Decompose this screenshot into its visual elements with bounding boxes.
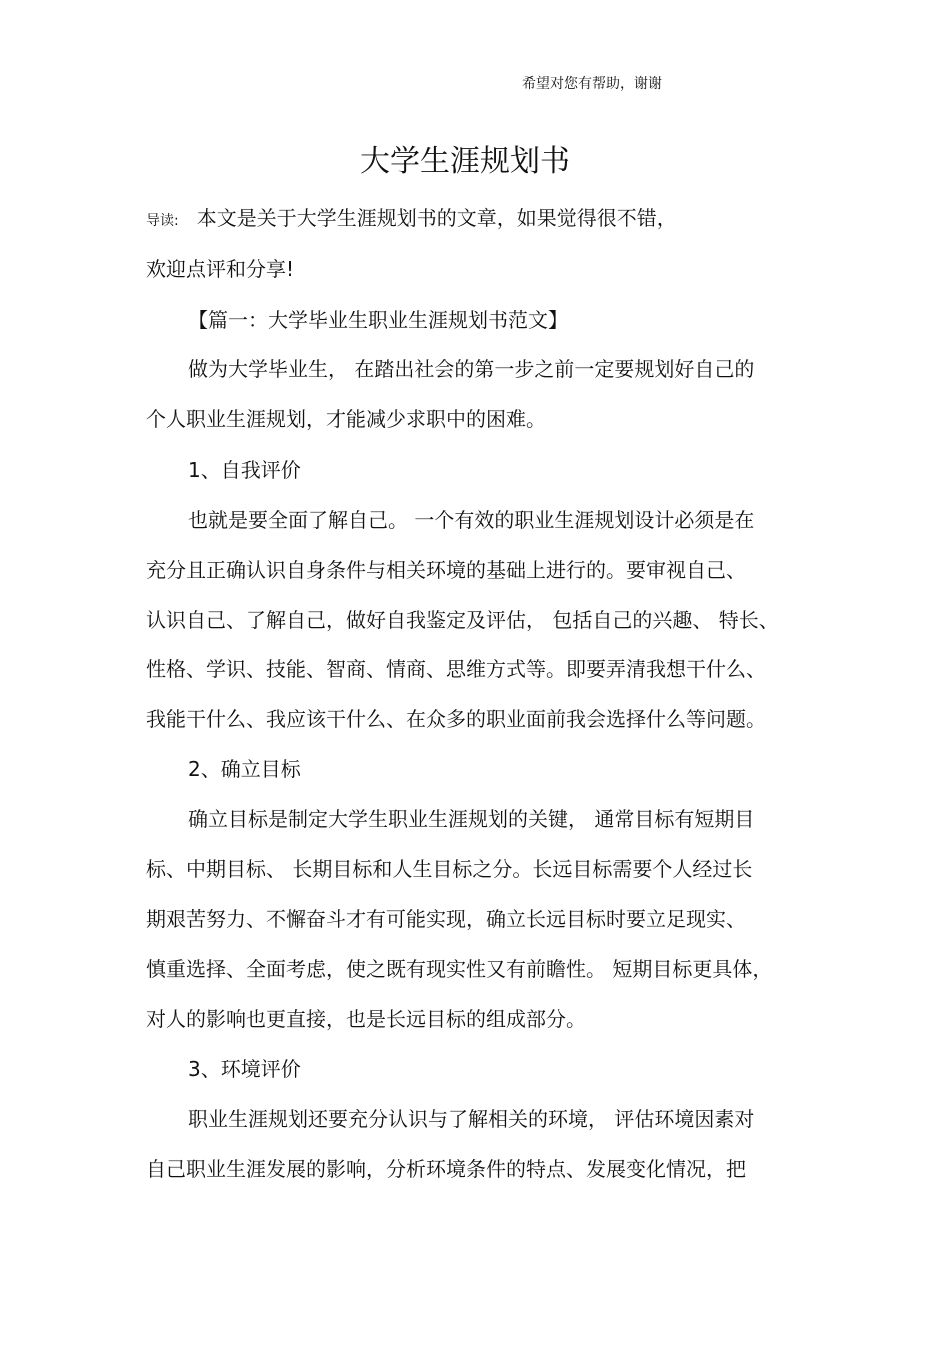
intro-line-2: 欢迎点评和分享! [146, 257, 295, 281]
para3-line-4: 慎重选择、全面考虑，使之既有现实性又有前瞻性。 短期目标更具体， [146, 957, 773, 981]
para3-line-1: 确立目标是制定大学生职业生涯规划的关键， 通常目标有短期目 [188, 807, 755, 831]
para4-line-2: 自己职业生涯发展的影响，分析环境条件的特点、发展变化情况，把 [146, 1157, 746, 1181]
para2-line-5: 我能干什么、我应该干什么、在众多的职业面前我会选择什么等问题。 [146, 707, 766, 731]
para1-line-2: 个人职业生涯规划，才能减少求职中的困难。 [146, 407, 546, 431]
page-title: 大学生涯规划书 [360, 144, 570, 179]
para2-line-3: 认识自己、了解自己，做好自我鉴定及评估， 包括自己的兴趣、 特长、 [146, 608, 779, 632]
intro-label: 导读: [146, 213, 179, 229]
item1-heading: 1、自我评价 [188, 458, 301, 482]
para2-line-1: 也就是要全面了解自己。 一个有效的职业生涯规划设计必须是在 [188, 508, 755, 532]
para3-line-3: 期艰苦努力、不懈奋斗才有可能实现，确立长远目标时要立足现实、 [146, 907, 746, 931]
para1-line-1: 做为大学毕业生， 在踏出社会的第一步之前一定要规划好自己的 [188, 357, 755, 381]
para3-line-2: 标、中期目标、 长期目标和人生目标之分。长远目标需要个人经过长 [146, 857, 753, 881]
header-note: 希望对您有帮助，谢谢 [522, 76, 662, 92]
item2-heading: 2、确立目标 [188, 757, 301, 781]
para3-line-5: 对人的影响也更直接，也是长远目标的组成部分。 [146, 1007, 586, 1031]
section-heading: 【篇一：大学毕业生职业生涯规划书范文】 [188, 308, 568, 332]
para2-line-2: 充分且正确认识自身条件与相关环境的基础上进行的。要审视自己、 [146, 558, 746, 582]
para4-line-1: 职业生涯规划还要充分认识与了解相关的环境， 评估环境因素对 [188, 1107, 755, 1131]
intro-line-1 [146, 204, 677, 235]
intro-text-1: 本文是关于大学生涯规划书的文章，如果觉得很不错， [196, 206, 677, 230]
para2-line-4: 性格、学识、技能、智商、情商、思维方式等。即要弄清我想干什么、 [146, 657, 766, 681]
item3-heading: 3、环境评价 [188, 1057, 301, 1081]
